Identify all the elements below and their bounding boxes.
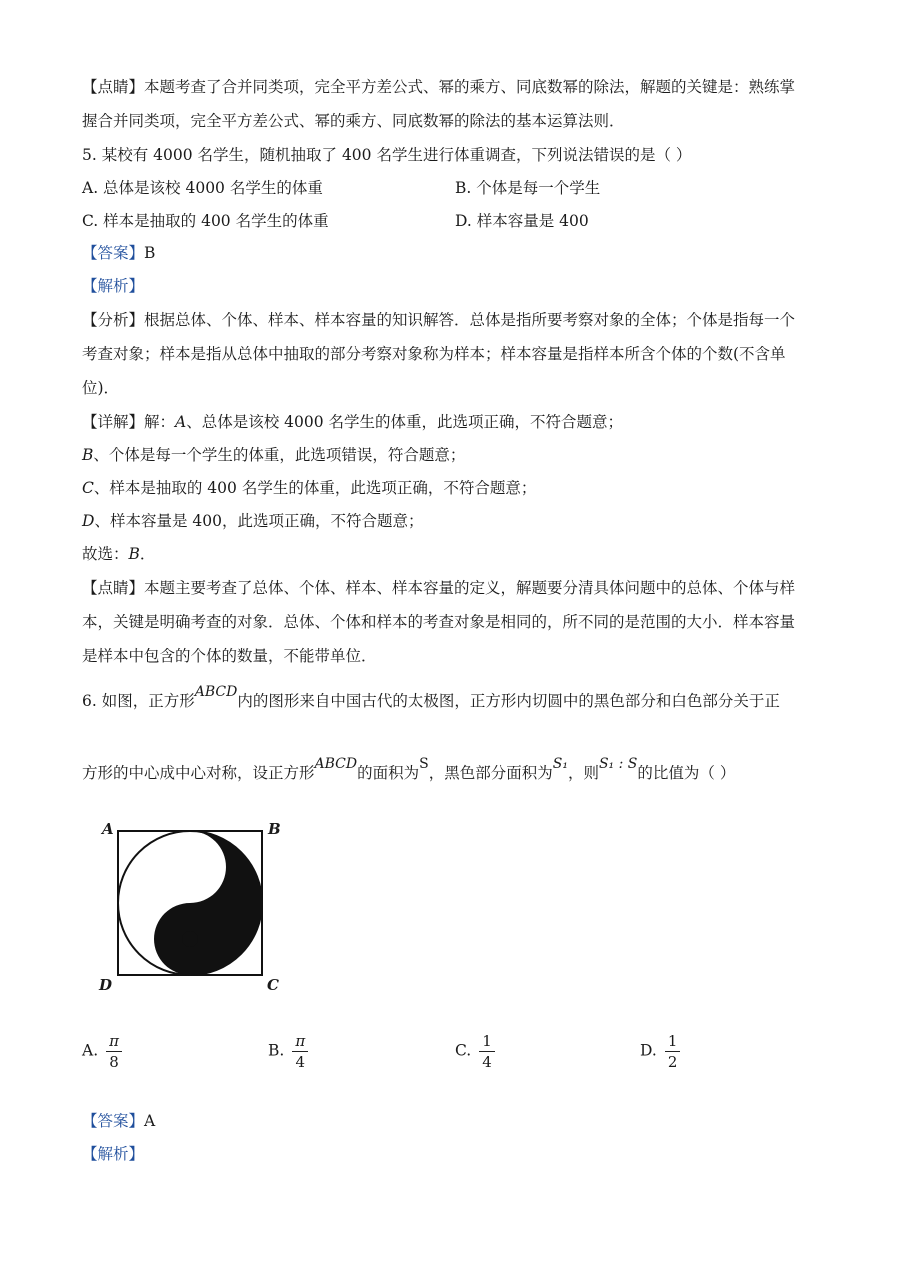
fraction-bar — [292, 1051, 308, 1052]
choose-prefix: 故选： — [82, 545, 129, 563]
q6-option-c-letter: C. — [455, 1041, 472, 1060]
label-b: B — [268, 820, 281, 838]
fraction-c — [479, 1032, 495, 1071]
detail-text-c: 、样本是抽取的 400 名学生的体重，此选项正确，不符合题意； — [93, 479, 537, 497]
detail-text-b: 、个体是每一个学生的体重，此选项错误，符合题意； — [93, 446, 466, 464]
q6-stem1-post: 内的图形来自中国古代的太极图，正方形内切圆中的黑色部分和白色部分关于正 — [237, 692, 780, 710]
fraction-d — [665, 1032, 681, 1071]
q5-option-a: A. 总体是该校 4000 名学生的体重 — [82, 179, 323, 197]
taiji-diagram — [115, 828, 265, 978]
q5-analysis-tag: 【解析】 — [82, 277, 145, 295]
choose-value: B — [128, 545, 140, 563]
answer-value: A — [144, 1112, 156, 1130]
white-dot — [182, 859, 198, 875]
fraction-b-den: 4 — [295, 1053, 306, 1071]
fraction-b-num: π — [295, 1032, 306, 1050]
q5-choose — [82, 543, 842, 565]
q5-detail-d — [82, 510, 842, 532]
q6-option-d — [640, 1032, 680, 1071]
q6-stem2-mid3: ，则 — [567, 764, 599, 782]
q6-answer — [82, 1110, 842, 1132]
detail-letter-d: D — [82, 512, 95, 530]
q6-stem2-mid2: ，黑色部分面积为 — [428, 764, 553, 782]
black-dot — [182, 931, 198, 947]
fraction-d-den: 2 — [667, 1053, 678, 1071]
q6-abcd-1: ABCD — [194, 684, 238, 700]
q5-fenxi-3: 位)． — [82, 379, 120, 397]
q6-stem2-post: 的比值为（ ） — [637, 764, 736, 782]
q5-answer — [82, 242, 842, 264]
q6-analysis-tag: 【解析】 — [82, 1145, 145, 1163]
q6-S1: S₁ — [552, 756, 568, 772]
q5-dianjing-1: 【点睛】本题主要考查了总体、个体、样本、样本容量的定义，解题要分清具体问题中的总体、个体与样 — [82, 579, 796, 597]
choose-suffix: ． — [139, 545, 156, 563]
q6-abcd-2: ABCD — [314, 756, 358, 772]
detail-letter-a: A — [175, 413, 187, 431]
q5-option-d: D. 样本容量是 400 — [455, 212, 589, 230]
fraction-a-den: 8 — [109, 1053, 119, 1071]
fraction-bar — [106, 1051, 122, 1052]
detail-letter-c: C — [82, 479, 94, 497]
answer-tag: 【答案】 — [82, 244, 145, 262]
fraction-c-den: 4 — [482, 1053, 492, 1071]
q6-stem2-mid1: 的面积为 — [357, 764, 420, 782]
q6-stem-1 — [82, 684, 842, 713]
q6-S: S — [419, 756, 429, 772]
q5-detail-b — [82, 444, 842, 466]
q6-option-a-letter: A. — [82, 1041, 99, 1060]
detail-text-a: 、总体是该校 4000 名学生的体重，此选项正确，不符合题意； — [186, 413, 624, 431]
fraction-c-num: 1 — [482, 1032, 492, 1050]
fraction-bar — [665, 1051, 681, 1052]
q5-dianjing-3: 是样本中包含的个体的数量，不能带单位． — [82, 647, 377, 665]
q5-dianjing-2: 本，关键是明确考查的对象．总体、个体和样本的考查对象是相同的，所不同的是范围的大小．样本容量 — [82, 613, 796, 631]
detail-letter-b: B — [82, 446, 94, 464]
detail-prefix: 【详解】解： — [82, 413, 176, 431]
q6-ratio: S₁ : S — [598, 756, 638, 772]
dianjing-prev-line1: 【点睛】本题考查了合并同类项，完全平方差公式、幂的乘方、同底数幂的除法，解题的关键是：熟练掌 — [82, 78, 796, 96]
label-d: D — [99, 976, 113, 994]
label-c: C — [267, 976, 279, 994]
q5-detail-a — [82, 411, 842, 433]
q5-option-b: B. 个体是每一个学生 — [455, 179, 601, 197]
q6-option-b — [268, 1032, 308, 1071]
q5-option-c: C. 样本是抽取的 400 名学生的体重 — [82, 212, 329, 230]
q5-stem: 5. 某校有 4000 名学生，随机抽取了 400 名学生进行体重调查，下列说法错误的是（ ） — [82, 146, 692, 164]
fraction-b — [292, 1032, 308, 1071]
answer-value: B — [144, 244, 156, 262]
q6-option-b-letter: B. — [268, 1041, 285, 1060]
answer-tag: 【答案】 — [82, 1112, 145, 1130]
fraction-a — [106, 1032, 122, 1071]
taiji-figure — [95, 818, 285, 998]
q6-stem2-pre: 方形的中心成中心对称，设正方形 — [82, 764, 315, 782]
label-a: A — [102, 820, 114, 838]
q5-fenxi-2: 考查对象；样本是指从总体中抽取的部分考察对象称为样本；样本容量是指样本所含个体的个数(不含单 — [82, 345, 786, 363]
q5-fenxi-1: 【分析】根据总体、个体、样本、样本容量的知识解答．总体是指所要考察对象的全体；个体是指每一个 — [82, 311, 796, 329]
q6-option-c — [455, 1032, 495, 1071]
fraction-bar — [479, 1051, 495, 1052]
fraction-d-num: 1 — [667, 1032, 678, 1050]
q6-stem1-pre: 6. 如图，正方形 — [82, 692, 195, 710]
detail-text-d: 、样本容量是 400，此选项正确，不符合题意； — [94, 512, 424, 530]
dianjing-prev-line2: 握合并同类项，完全平方差公式、幂的乘方、同底数幂的除法的基本运算法则． — [82, 112, 625, 130]
fraction-a-num: π — [109, 1032, 119, 1050]
q6-stem-2 — [82, 756, 842, 785]
q6-option-a — [82, 1032, 122, 1071]
q5-detail-c — [82, 477, 842, 499]
q6-option-d-letter: D. — [640, 1041, 657, 1060]
